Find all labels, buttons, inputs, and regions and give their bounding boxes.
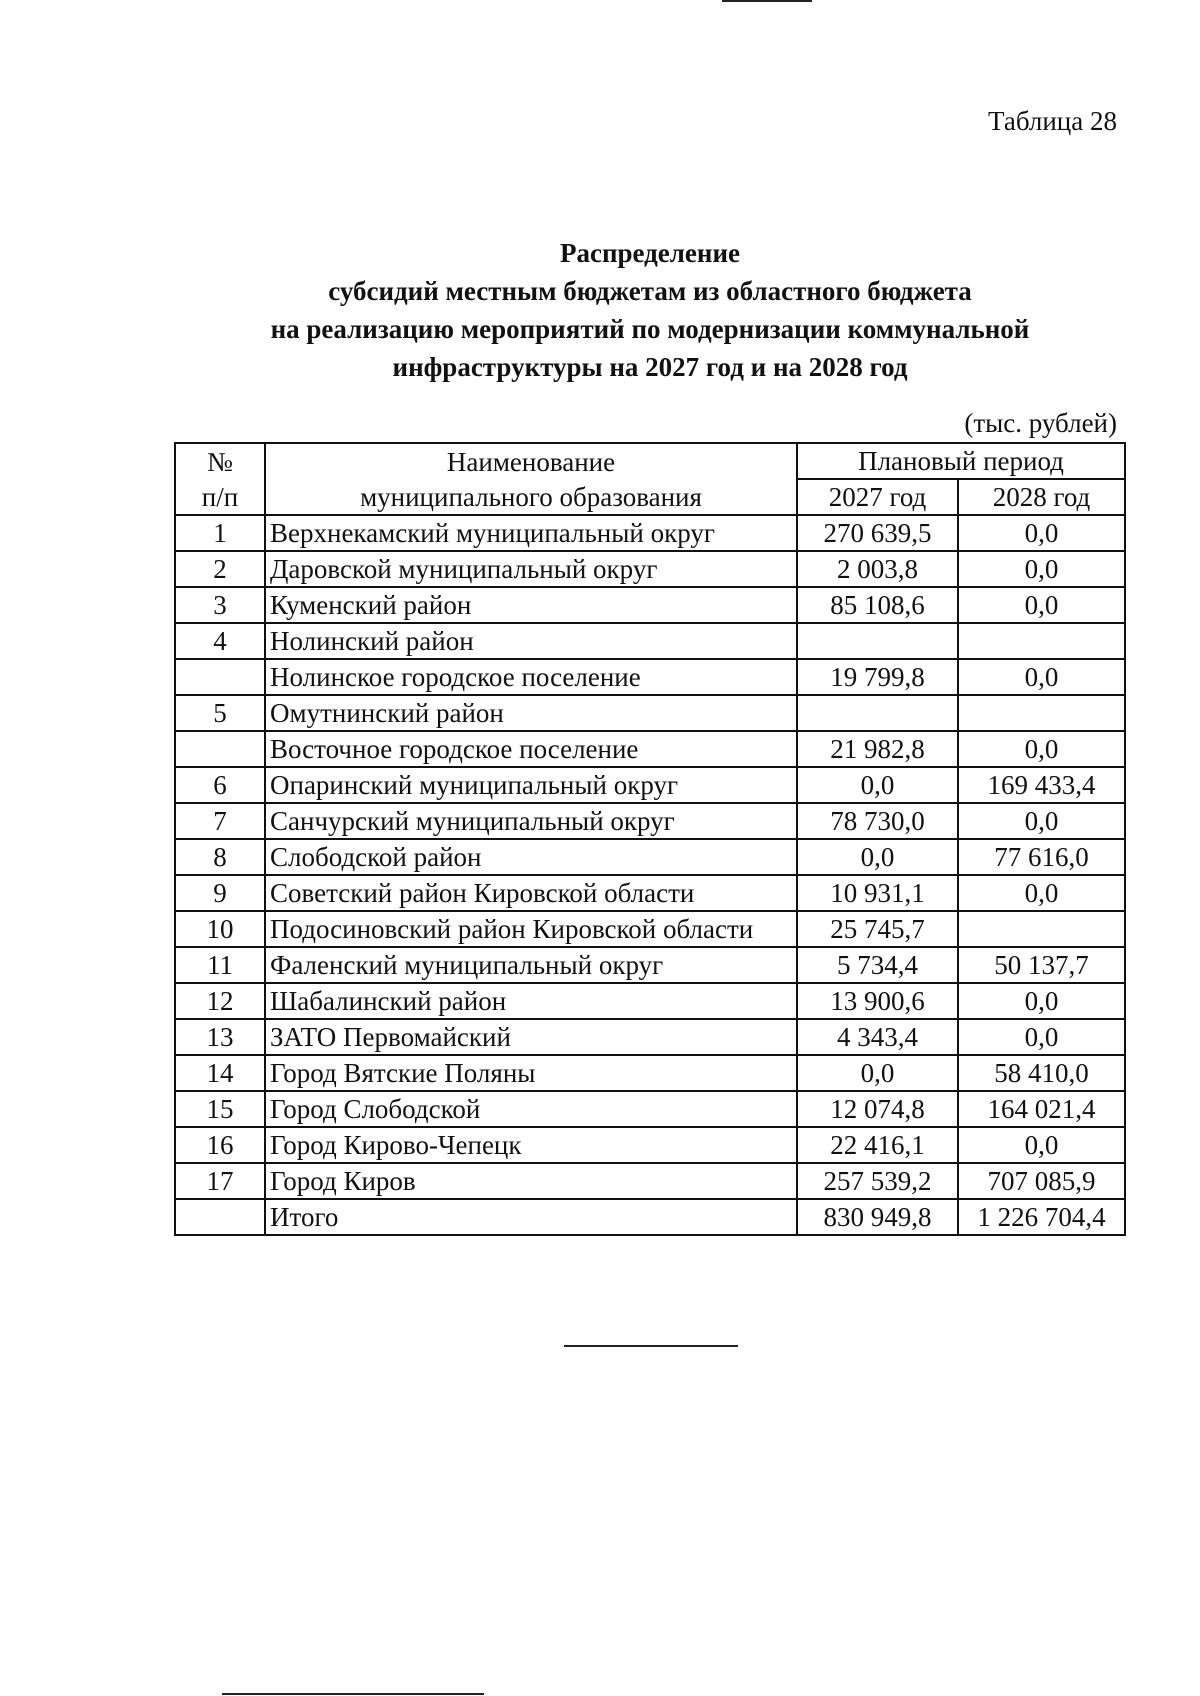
value-2027: 2 003,8 [797,551,958,587]
value-2027: 12 074,8 [797,1091,958,1127]
value-2028: 77 616,0 [958,839,1125,875]
header-year-2028: 2028 год [958,479,1125,515]
value-2027: 78 730,0 [797,803,958,839]
value-2027: 19 799,8 [797,659,958,695]
value-2027: 257 539,2 [797,1163,958,1199]
municipality-name: Город Вятские Поляны [265,1055,797,1091]
row-number: 1 [175,515,265,551]
total-2027: 830 949,8 [797,1199,958,1235]
municipality-name: Даровской муниципальный округ [265,551,797,587]
value-2027: 4 343,4 [797,1019,958,1055]
total-label: Итого [265,1199,797,1235]
table-row [175,767,1125,803]
value-2027: 21 982,8 [797,731,958,767]
value-2028: 164 021,4 [958,1091,1125,1127]
value-2028: 58 410,0 [958,1055,1125,1091]
row-number: 17 [175,1163,265,1199]
header-row-1 [175,443,1125,479]
value-2027: 270 639,5 [797,515,958,551]
footnote-divider-line [222,1693,484,1695]
table-row [175,947,1125,983]
row-number: 16 [175,1127,265,1163]
value-2028: 0,0 [958,551,1125,587]
value-2027 [797,623,958,659]
table-row [175,875,1125,911]
municipality-name: Слободской район [265,839,797,875]
row-number: 6 [175,767,265,803]
value-2028: 50 137,7 [958,947,1125,983]
header-num-line1: № [175,443,265,479]
table-row [175,551,1125,587]
municipality-name: Куменский район [265,587,797,623]
table-row [175,587,1125,623]
table-row [175,1055,1125,1091]
table-row [175,623,1125,659]
row-number: 14 [175,1055,265,1091]
municipality-name: Восточное городское поселение [265,731,797,767]
municipality-name: Советский район Кировской области [265,875,797,911]
table-row [175,695,1125,731]
municipality-name: Верхнекамский муниципальный округ [265,515,797,551]
value-2028 [958,695,1125,731]
row-number: 5 [175,695,265,731]
value-2028: 0,0 [958,875,1125,911]
value-2027 [797,695,958,731]
value-2028: 0,0 [958,731,1125,767]
table-number: Таблица 28 [988,106,1117,136]
table-row [175,1019,1125,1055]
value-2028 [958,623,1125,659]
value-2028: 169 433,4 [958,767,1125,803]
header-planned-period: Плановый период [797,443,1125,479]
municipality-name: Нолинский район [265,623,797,659]
row-number: 10 [175,911,265,947]
municipality-name: ЗАТО Первомайский [265,1019,797,1055]
row-number: 15 [175,1091,265,1127]
value-2028: 0,0 [958,587,1125,623]
value-2028: 0,0 [958,983,1125,1019]
municipality-name: Шабалинский район [265,983,797,1019]
municipality-name: Фаленский муниципальный округ [265,947,797,983]
row-number: 7 [175,803,265,839]
row-number: 13 [175,1019,265,1055]
row-number [175,659,265,695]
value-2027: 0,0 [797,767,958,803]
value-2028: 0,0 [958,1019,1125,1055]
value-2027: 25 745,7 [797,911,958,947]
municipality-name: Город Слободской [265,1091,797,1127]
value-2027: 0,0 [797,839,958,875]
value-2027: 85 108,6 [797,587,958,623]
row-number: 4 [175,623,265,659]
row-number: 11 [175,947,265,983]
top-divider-line [722,0,812,2]
value-2028: 0,0 [958,659,1125,695]
value-2027: 13 900,6 [797,983,958,1019]
row-number [175,1199,265,1235]
header-name-line1: Наименование [265,443,797,479]
header-name-line2: муниципального образования [265,479,797,515]
row-number: 2 [175,551,265,587]
total-row [175,1199,1125,1235]
table-row [175,983,1125,1019]
table-row [175,1127,1125,1163]
table-row [175,1163,1125,1199]
total-2028: 1 226 704,4 [958,1199,1125,1235]
header-row-2 [175,479,1125,515]
subsidy-table [174,442,1126,1236]
value-2028: 0,0 [958,515,1125,551]
header-year-2027: 2027 год [797,479,958,515]
row-number: 8 [175,839,265,875]
table-row [175,1091,1125,1127]
table-row [175,659,1125,695]
municipality-name: Омутнинский район [265,695,797,731]
title-line-4: инфраструктуры на 2027 год и на 2028 год [392,352,908,382]
table-row [175,911,1125,947]
table-row [175,803,1125,839]
row-number: 9 [175,875,265,911]
table-row [175,731,1125,767]
title-line-2: субсидий местным бюджетам из областного бюджета [328,276,972,306]
value-2028: 0,0 [958,1127,1125,1163]
title-line-3: на реализацию мероприятий по модернизации коммунальной [270,314,1030,344]
end-divider-line [564,1345,738,1347]
unit-note: (тыс. рублей) [964,408,1117,438]
row-number: 12 [175,983,265,1019]
value-2027: 10 931,1 [797,875,958,911]
title-line-1: Распределение [559,238,741,268]
document-title [160,234,1140,386]
value-2027: 5 734,4 [797,947,958,983]
municipality-name: Санчурский муниципальный округ [265,803,797,839]
table-row [175,839,1125,875]
municipality-name: Город Киров [265,1163,797,1199]
value-2027: 0,0 [797,1055,958,1091]
header-num-line2: п/п [175,479,265,515]
municipality-name: Подосиновский район Кировской области [265,911,797,947]
row-number: 3 [175,587,265,623]
value-2028 [958,911,1125,947]
value-2028: 0,0 [958,803,1125,839]
municipality-name: Опаринский муниципальный округ [265,767,797,803]
table-row [175,515,1125,551]
municipality-name: Нолинское городское поселение [265,659,797,695]
value-2028: 707 085,9 [958,1163,1125,1199]
row-number [175,731,265,767]
municipality-name: Город Кирово-Чепецк [265,1127,797,1163]
value-2027: 22 416,1 [797,1127,958,1163]
